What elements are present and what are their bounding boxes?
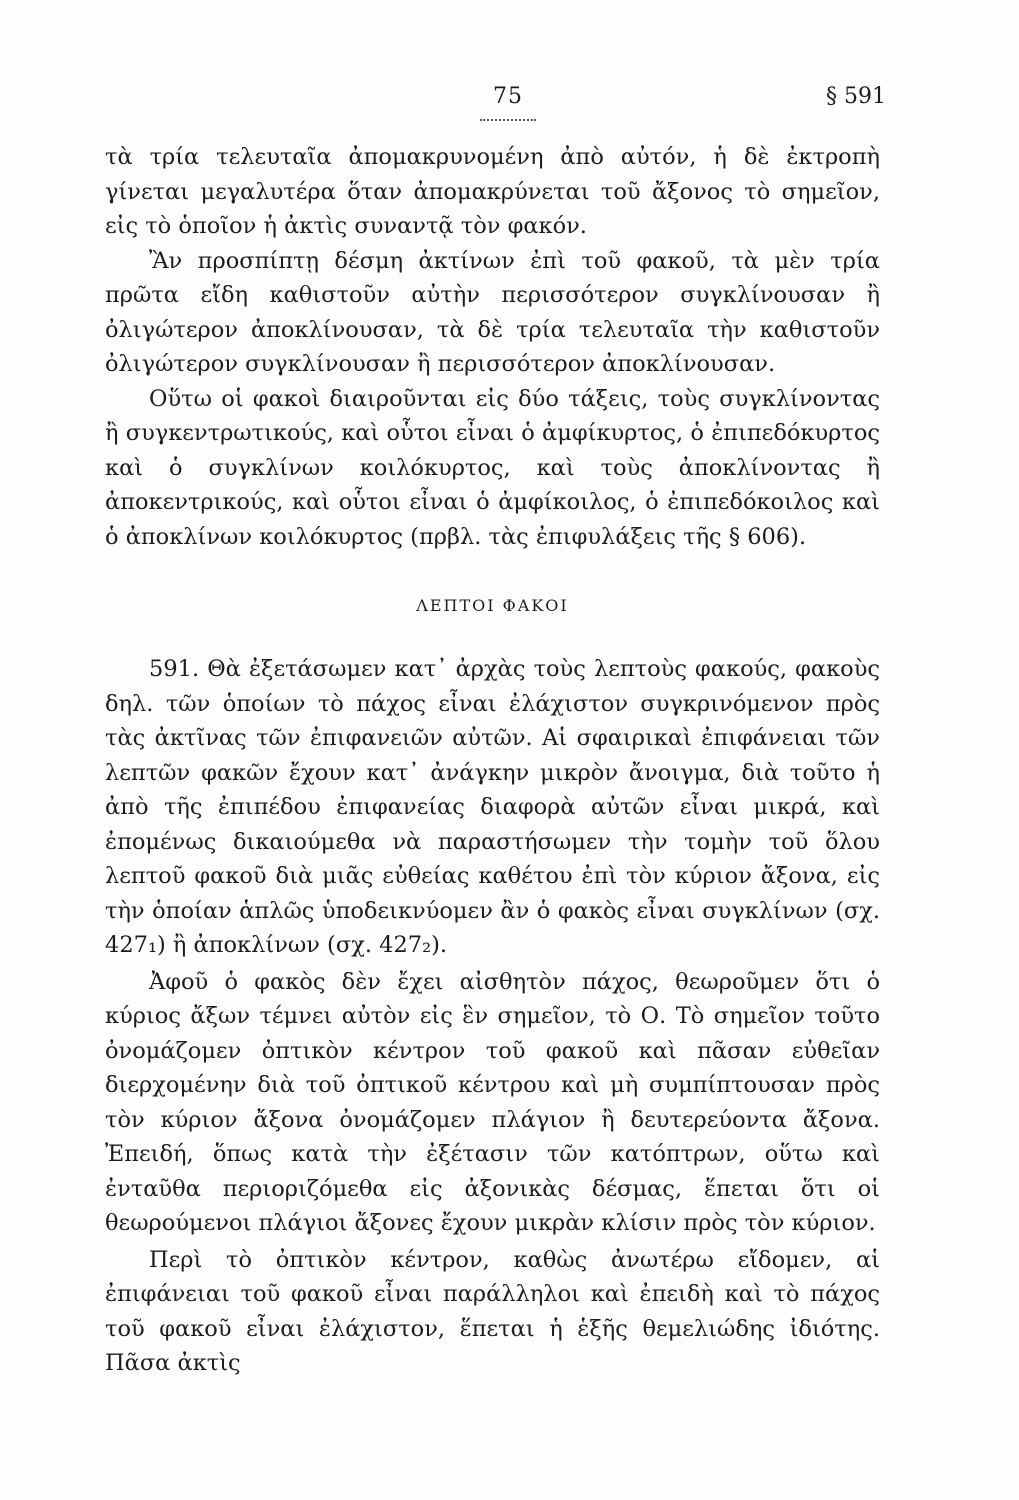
body-text — [105, 140, 880, 1381]
paragraph-591: 591. Θὰ ἐξετάσωμεν κατ᾽ ἀρχὰς τοὺς λεπτοὺς φακούς, φακοὺς δηλ. τῶν ὁποίων τὸ πάχος εἶναι ἐλάχιστον συγκρινόμενον πρὸς τὰς ἀκτῖνας τῶν ἐπιφανειῶν αὐτῶν. Αἱ σφαιρικαὶ ἐπιφάνειαι τῶν λεπτῶν φακῶν ἔχουν κατ᾽ ἀνάγκην μικρὸν ἄνοιγμα, διὰ τοῦτο ἡ ἀπὸ τῆς ἐπιπέδου ἐπιφανείας διαφορὰ αὐτῶν εἶναι μικρά, καὶ ἐπομένως δικαιούμεθα νὰ παραστήσωμεν τὴν τομὴν τοῦ ὅλου λεπτοῦ φακοῦ διὰ μιᾶς εὐθείας καθέτου ἐπὶ τὸν κύριον ἄξονα, εἰς τὴν ὁποίαν ἁπλῶς ὑποδεικνύομεν ἂν ὁ φακὸς εἶναι συγκλίνων (σχ. 427₁) ἢ ἀποκλίνων (σχ. 427₂). — [105, 656, 880, 958]
section-heading: ΛΕΠΤΟΙ ΦΑΚΟΙ — [416, 596, 569, 615]
paragraph-beam: Ἂν προσπίπτῃ δέσμη ἀκτίνων ἐπὶ τοῦ φακοῦ, τὰ μὲν τρία πρῶτα εἴδη καθιστοῦν αὐτὴν περισσότερον συγκλίνουσαν ἢ ὀλιγώτερον ἀποκλίνουσαν, τὰ δὲ τρία τελευταῖα τὴν καθιστοῦν ὀλιγώτερον συγκλίνουσαν ἢ περισσότερον ἀποκλίνουσαν. — [105, 247, 880, 377]
paragraph-optical-center: Ἀφοῦ ὁ φακὸς δὲν ἔχει αἰσθητὸν πάχος, θεωροῦμεν ὅτι ὁ κύριος ἄξων τέμνει αὐτὸν εἰς ἓν σημεῖον, τὸ Ο. Τὸ σημεῖον τοῦτο ὀνομάζομεν ὀπτικὸν κέντρον τοῦ φακοῦ καὶ πᾶσαν εὐθεῖαν διερχομένην διὰ τοῦ ὀπτικοῦ κέντρου καὶ μὴ συμπίπτουσαν πρὸς τὸν κύριον ἄξονα ὀνομάζομεν πλάγιον ἢ δευτερεύοντα ἄξονα. Ἐπειδή, ὅπως κατὰ τὴν ἐξέτασιν τῶν κατόπτρων, οὕτω καὶ ἐνταῦθα περιοριζόμεθα εἰς ἀξονικὰς δέσμας, ἕπεται ὅτι οἱ θεωρούμενοι πλάγιοι ἄξονες ἔχουν μικρὰν κλίσιν πρὸς τὸν κύριον. — [105, 968, 880, 1236]
paragraph-continued: τὰ τρία τελευταῖα ἀπομακρυνομένη ἀπὸ αὐτόν, ἡ δὲ ἐκτροπὴ γίνεται μεγαλυτέρα ὅταν ἀπομακρύνεται τοῦ ἄξονος τὸ σημεῖον, εἰς τὸ ὁποῖον ἡ ἀκτὶς συναντᾷ τὸν φακόν. — [105, 144, 880, 239]
section-reference: § 591 — [826, 84, 886, 109]
page-number-underline — [480, 116, 536, 121]
page-header — [0, 84, 1019, 124]
paragraph-classes: Οὕτω οἱ φακοὶ διαιροῦνται εἰς δύο τάξεις, τοὺς συγκλίνοντας ἢ συγκεντρωτικούς, καὶ οὗτοι εἶναι ὁ ἀμφίκυρτος, ὁ ἐπιπεδόκυρτος καὶ ὁ συγκλίνων κοιλόκυρτος, καὶ τοὺς ἀποκλίνοντας ἢ ἀποκεντρικούς, καὶ οὗτοι εἶναι ὁ ἀμφίκοιλος, ὁ ἐπιπεδόκοιλος καὶ ὁ ἀποκλίνων κοιλόκυρτος (πρβλ. τὰς ἐπιφυλάξεις τῆς § 606). — [105, 385, 880, 550]
page-number: 75 — [493, 84, 523, 109]
paragraph-property: Περὶ τὸ ὀπτικὸν κέντρον, καθὼς ἀνωτέρω εἴδομεν, αἱ ἐπιφάνειαι τοῦ φακοῦ εἶναι παράλληλοι καὶ ἐπειδὴ καὶ τὸ πάχος τοῦ φακοῦ εἶναι ἐλάχιστον, ἕπεται ἡ ἑξῆς θεμελιώδης ἰδιότης. Πᾶσα ἀκτὶς — [105, 1246, 880, 1376]
